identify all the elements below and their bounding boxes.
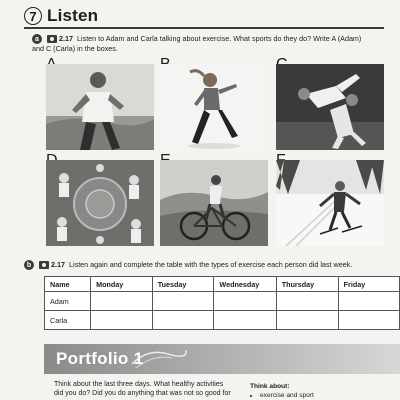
cd-icon: [39, 261, 49, 269]
table-header-cell: Wednesday: [214, 277, 276, 292]
unit-title: Listen: [47, 6, 99, 25]
table-row: [45, 292, 400, 311]
table-header-row: [45, 277, 400, 292]
dancer-photo: [160, 64, 268, 150]
answer-cell[interactable]: [91, 311, 153, 330]
photo-card-e: [160, 152, 270, 248]
portfolio-prompt: Think about the last three days. What healthy activities did you do? Did you do anything that was not so good for: [54, 381, 231, 397]
answer-cell[interactable]: [152, 311, 214, 330]
judo-photo: [276, 64, 384, 150]
table-row: [45, 311, 400, 330]
exercise-b-instruction: [24, 260, 384, 270]
instruction-a-text: Listen to Adam and Carla talking about exercise. What sports do they do? Write A (Adam) and C (Carla) in the boxes.: [32, 34, 362, 53]
row-name-cell: Adam: [45, 292, 91, 311]
photo-card-d: [46, 152, 156, 248]
unit-header: [24, 4, 98, 28]
photo-card-b: [160, 56, 270, 152]
audio-track-b[interactable]: [39, 260, 65, 269]
answer-cell[interactable]: [338, 311, 399, 330]
cd-icon: [47, 35, 57, 43]
answer-cell[interactable]: [152, 292, 214, 311]
mountain-biker-photo: [160, 160, 268, 246]
header-divider: [24, 27, 384, 29]
track-number-b: 2.17: [51, 260, 65, 269]
answer-cell[interactable]: [338, 292, 399, 311]
exercise-a-instruction: [32, 34, 362, 53]
exercise-table: [44, 276, 400, 330]
exercise-b-letter: b: [24, 260, 34, 270]
list-item: • exercise and sport: [260, 391, 314, 400]
swirl-decoration-icon: [128, 346, 188, 370]
answer-cell[interactable]: [276, 292, 338, 311]
instruction-b-text: Listen again and complete the table with the types of exercise each person did last week.: [69, 260, 353, 269]
photo-card-c: [276, 56, 386, 152]
answer-cell[interactable]: [214, 292, 276, 311]
runner-photo: [46, 64, 154, 150]
unit-number-badge: 7: [24, 7, 42, 25]
table-header-cell: Name: [45, 277, 91, 292]
think-about-title: Think about:: [250, 383, 290, 390]
table-header-cell: Friday: [338, 277, 399, 292]
answer-cell[interactable]: [91, 292, 153, 311]
photo-card-a: [46, 56, 156, 152]
think-about-box: [250, 382, 314, 400]
track-number-a: 2.17: [59, 34, 73, 43]
aerobics-class-photo: [46, 160, 154, 246]
table-header-cell: Thursday: [276, 277, 338, 292]
answer-cell[interactable]: [276, 311, 338, 330]
answer-cell[interactable]: [214, 311, 276, 330]
cross-country-skier-photo: [276, 160, 384, 246]
table-header-cell: Tuesday: [152, 277, 214, 292]
table-header-cell: Monday: [91, 277, 153, 292]
exercise-a-letter: a: [32, 34, 42, 44]
portfolio-title: Portfolio 1: [56, 349, 144, 368]
row-name-cell: Carla: [45, 311, 91, 330]
photo-card-f: [276, 152, 386, 248]
audio-track-a[interactable]: [47, 34, 73, 43]
